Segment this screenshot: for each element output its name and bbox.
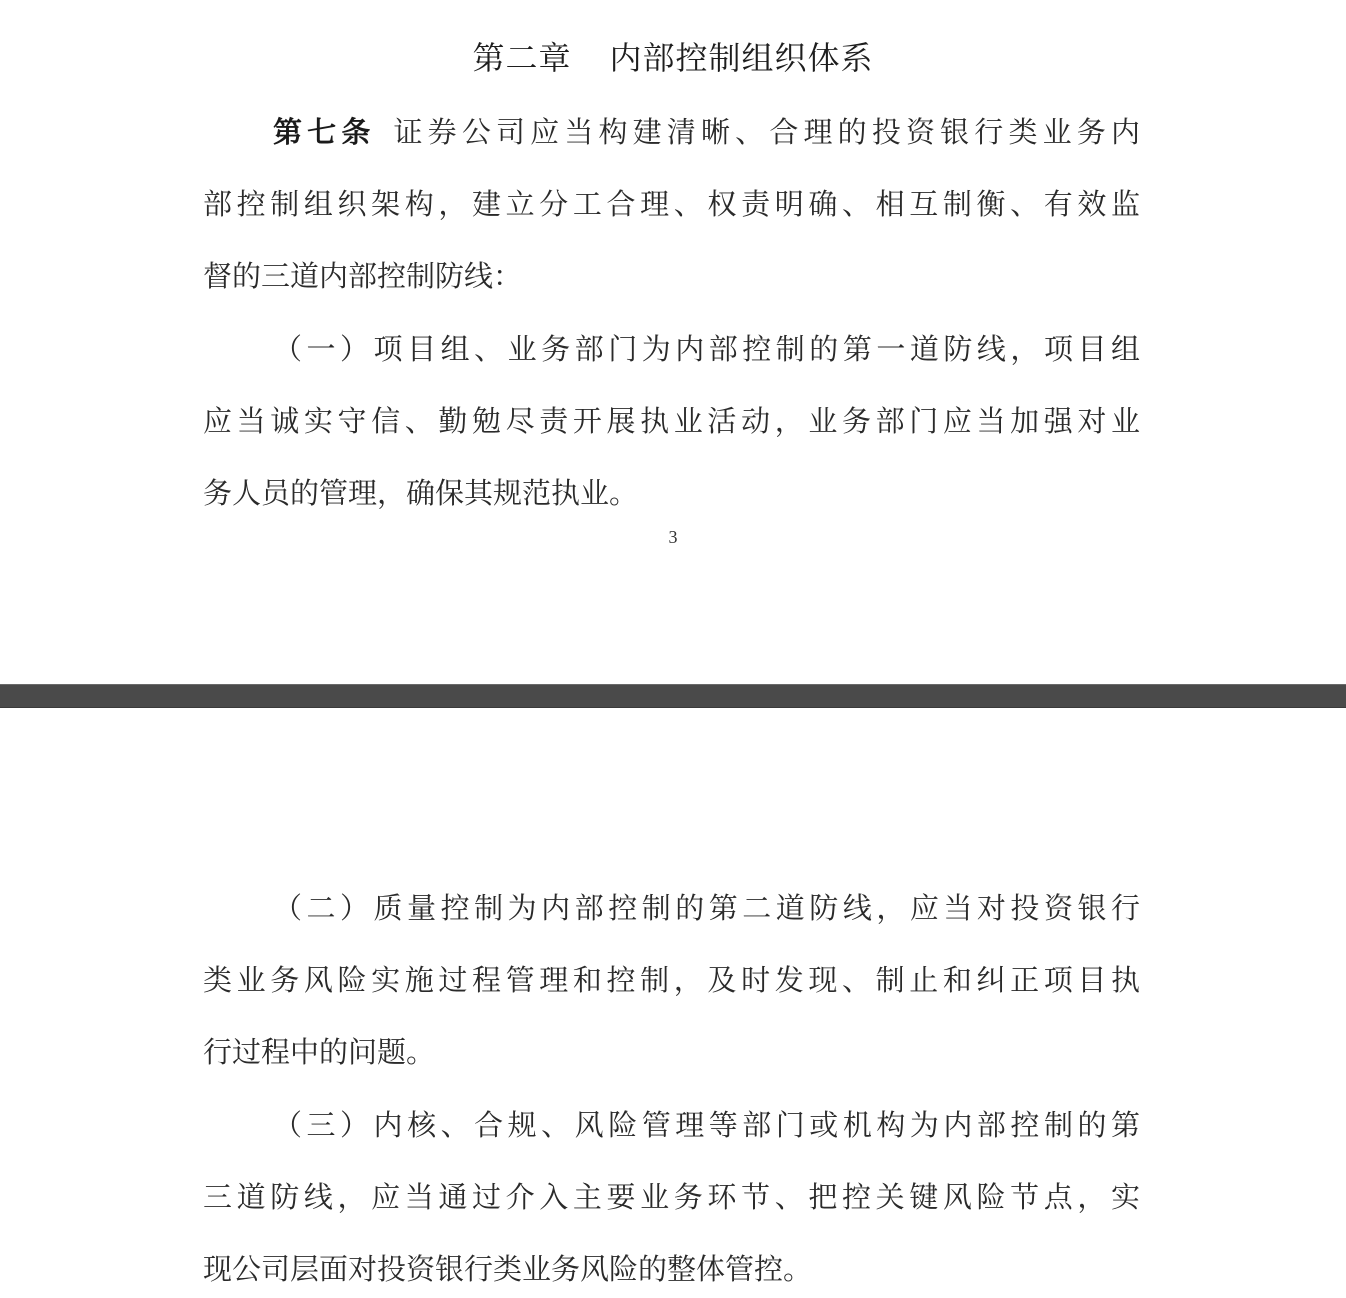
page-number: 3 [668,527,678,547]
article7-line1 [273,110,1140,154]
item3-line1: （三）内核、合规、风险管理等部门或机构为内部控制的第 [273,1108,1140,1142]
article7-line2: 部控制组织架构，建立分工合理、权责明确、相互制衡、有效监 [203,187,1140,221]
item1-line2: 应当诚实守信、勤勉尽责开展执业活动，业务部门应当加强对业 [203,404,1140,438]
item3-line2: 三道防线，应当通过介入主要业务环节、把控关键风险节点，实 [203,1180,1140,1214]
article-label: 第七条 [273,115,376,149]
item3-line3: 现公司层面对投资银行类业务风险的整体管控。 [203,1252,813,1286]
chapter-number: 第二章 [472,39,572,77]
item2-line3: 行过程中的问题。 [203,1035,436,1069]
document-page-bottom [0,708,1346,1298]
chapter-title [0,36,1346,80]
page-divider [0,684,1346,708]
article7-text1: 证券公司应当构建清晰、合理的投资银行类业务内 [393,115,1140,149]
item1-line1: （一）项目组、业务部门为内部控制的第一道防线，项目组 [273,332,1140,366]
item2-line2: 类业务风险实施过程管理和控制，及时发现、制止和纠正项目执 [203,963,1140,997]
item2-line1: （二）质量控制为内部控制的第二道防线，应当对投资银行 [273,891,1140,925]
item1-line3: 务人员的管理，确保其规范执业。 [203,476,639,510]
chapter-name: 内部控制组织体系 [609,39,874,77]
article7-line3: 督的三道内部控制防线： [203,259,523,293]
